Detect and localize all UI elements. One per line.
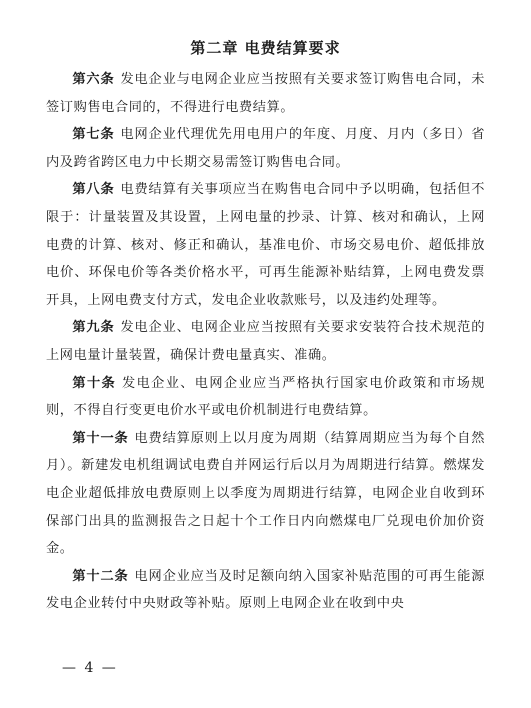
article-text: 电费结算有关事项应当在购售电合同中予以明确，包括但不限于：计量装置及其设置，上网电量的抄录、计算、核对和确认，上网电费的计算、核对、修正和确认，基准电价、市场交易电价、超低排放电价、环保电价等各类价格水平，可再生能源补贴结算，上网电费发票开具，上网电费支付方式，发电企业收款账号，以及违约处理等。 <box>46 182 485 308</box>
article-number: 第九条 <box>72 320 115 336</box>
article-text: 电网企业应当及时足额向纳入国家补贴范围的可再生能源发电企业转付中央财政等补贴。原则上电网企业在收到中央 <box>46 568 485 612</box>
article-9 <box>46 314 485 369</box>
article-number: 第六条 <box>72 72 115 87</box>
article-12 <box>46 563 485 618</box>
article-8 <box>46 176 485 314</box>
chapter-title: 第二章 电费结算要求 <box>190 39 341 57</box>
article-6 <box>46 66 485 121</box>
article-number: 第八条 <box>72 182 115 198</box>
article-text: 发电企业、电网企业应当严格执行国家电价政策和市场规则，不得自行变更电价水平或电价机制进行电费结算。 <box>46 375 485 419</box>
article-number: 第十一条 <box>72 430 129 446</box>
article-text: 电网企业代理优先用电用户的年度、月度、月内（多日）省内及跨省跨区电力中长期交易需签订购售电合同。 <box>46 127 485 170</box>
article-text: 电费结算原则上以月度为周期（结算周期应当为每个自然月）。新建发电机组调试电费自并网运行后以月为周期进行结算。燃煤发电企业超低排放电费原则上以季度为周期进行结算，电网企业自收到环保部门出具的监测报告之日起十个工作日内向燃煤电厂兑现电价加价资金。 <box>46 430 485 557</box>
article-10 <box>46 370 485 425</box>
article-11 <box>46 425 485 563</box>
article-text: 发电企业、电网企业应当按照有关要求安装符合技术规范的上网电量计量装置，确保计费电量真实、准确。 <box>46 320 485 363</box>
page-number: — 4 — <box>62 660 118 676</box>
article-number: 第十二条 <box>72 568 129 584</box>
article-number: 第十条 <box>72 375 117 391</box>
article-text: 发电企业与电网企业应当按照有关要求签订购售电合同，未签订购售电合同的，不得进行电费结算。 <box>46 72 485 115</box>
article-7 <box>46 121 485 176</box>
article-number: 第七条 <box>72 127 115 143</box>
